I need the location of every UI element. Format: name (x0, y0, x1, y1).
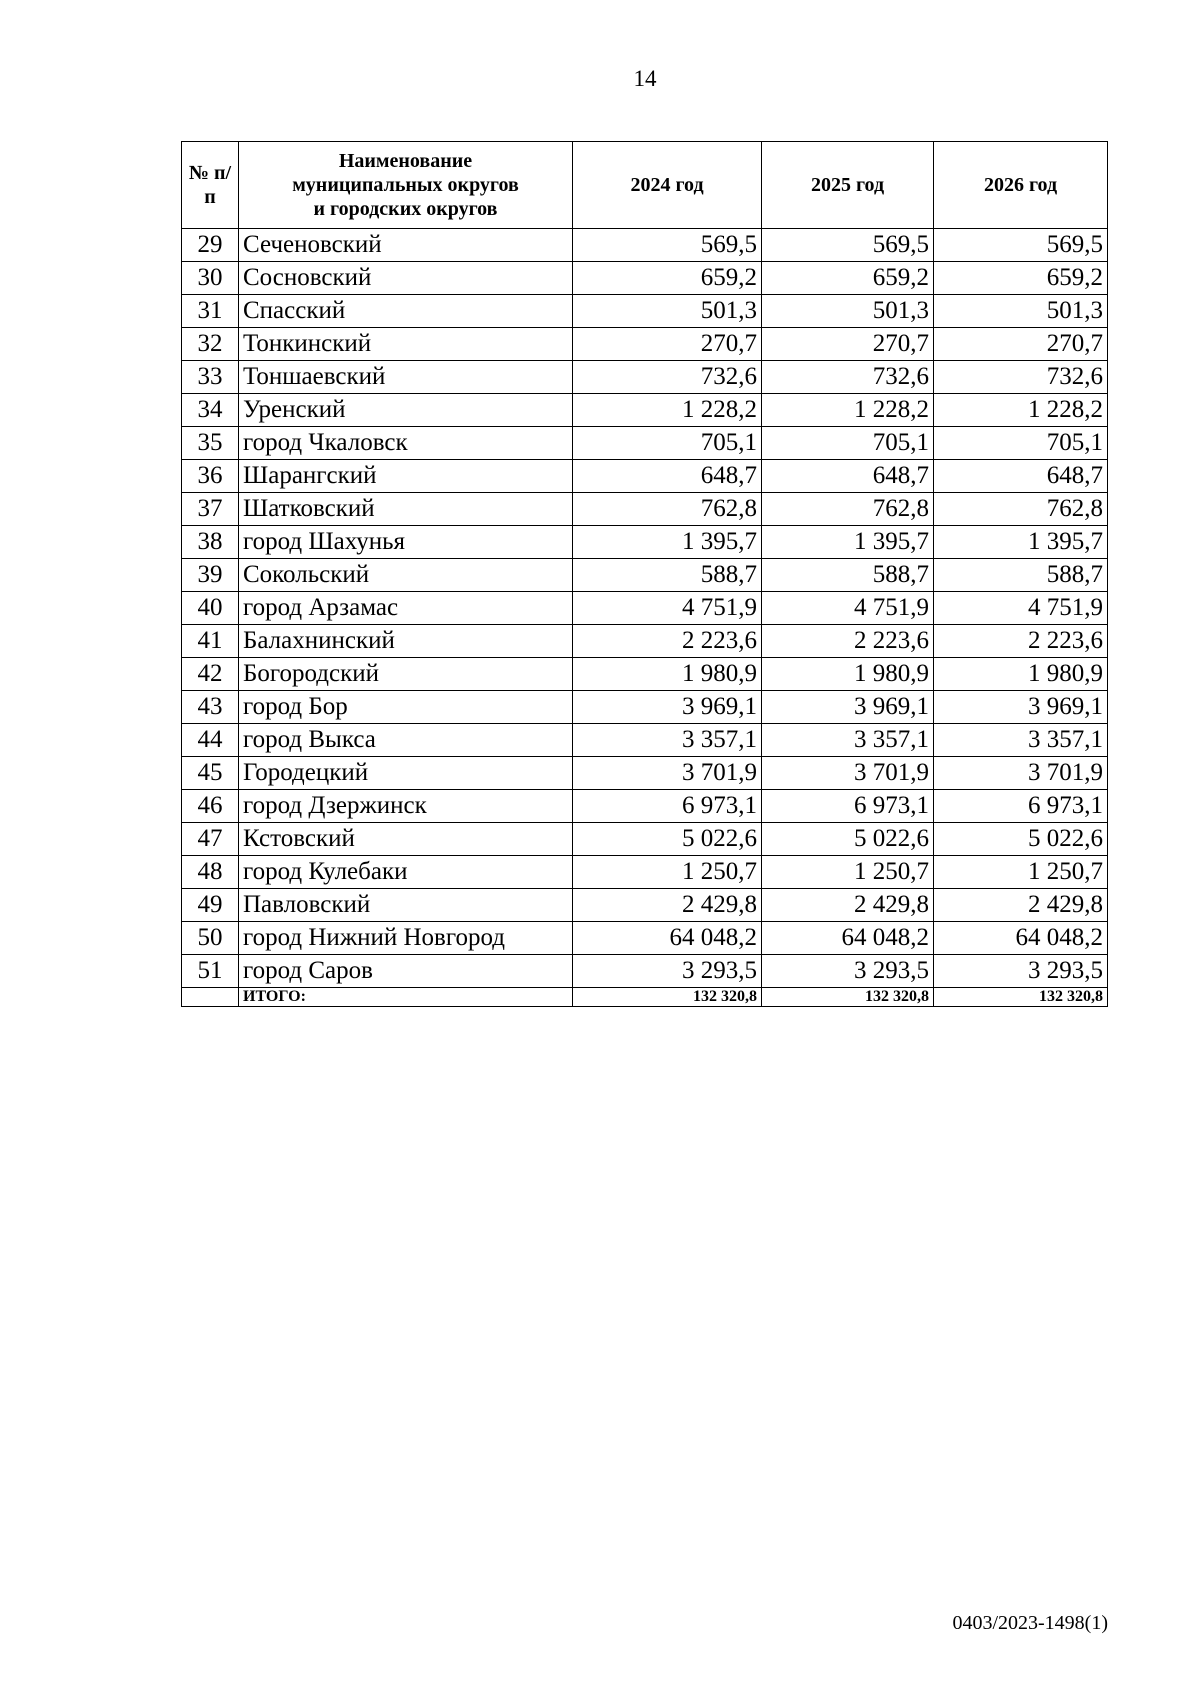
row-number: 34 (182, 394, 239, 427)
total-row (182, 988, 1108, 1007)
header-number: № п/п (182, 142, 239, 229)
value-2025: 3 293,5 (762, 955, 934, 988)
value-2026: 2 429,8 (934, 889, 1108, 922)
value-2026: 6 973,1 (934, 790, 1108, 823)
value-2024: 501,3 (573, 295, 762, 328)
row-number: 31 (182, 295, 239, 328)
table-row (182, 955, 1108, 988)
row-number: 48 (182, 856, 239, 889)
document-code: 0403/2023-1498(1) (952, 1612, 1108, 1634)
row-number: 37 (182, 493, 239, 526)
value-2024: 569,5 (573, 229, 762, 262)
value-2024: 3 293,5 (573, 955, 762, 988)
header-name-line: Наименование (338, 150, 473, 172)
district-name: Уренский (239, 394, 573, 427)
value-2026: 1 980,9 (934, 658, 1108, 691)
value-2024: 5 022,6 (573, 823, 762, 856)
row-number: 30 (182, 262, 239, 295)
table-row (182, 889, 1108, 922)
header-2025: 2025 год (762, 142, 934, 229)
table-row (182, 295, 1108, 328)
value-2025: 4 751,9 (762, 592, 934, 625)
district-name: Тонкинский (239, 328, 573, 361)
table-row (182, 592, 1108, 625)
value-2024: 2 223,6 (573, 625, 762, 658)
header-2026: 2026 год (934, 142, 1108, 229)
total-label: ИТОГО: (239, 988, 573, 1007)
table-row (182, 427, 1108, 460)
district-name: город Нижний Новгород (239, 922, 573, 955)
value-2025: 648,7 (762, 460, 934, 493)
row-number: 32 (182, 328, 239, 361)
value-2025: 659,2 (762, 262, 934, 295)
header-name (239, 142, 573, 229)
value-2026: 1 395,7 (934, 526, 1108, 559)
table-row (182, 823, 1108, 856)
value-2025: 569,5 (762, 229, 934, 262)
table-row (182, 526, 1108, 559)
value-2024: 588,7 (573, 559, 762, 592)
table-body (182, 229, 1108, 988)
value-2026: 569,5 (934, 229, 1108, 262)
value-2024: 1 228,2 (573, 394, 762, 427)
table-row (182, 460, 1108, 493)
value-2025: 6 973,1 (762, 790, 934, 823)
district-name: Павловский (239, 889, 573, 922)
row-number: 39 (182, 559, 239, 592)
table-header-row (182, 142, 1108, 229)
value-2025: 1 980,9 (762, 658, 934, 691)
header-name-line: муниципальных округов (292, 174, 519, 196)
value-2024: 3 357,1 (573, 724, 762, 757)
district-name: город Дзержинск (239, 790, 573, 823)
value-2024: 1 250,7 (573, 856, 762, 889)
value-2026: 3 293,5 (934, 955, 1108, 988)
value-2024: 2 429,8 (573, 889, 762, 922)
value-2026: 4 751,9 (934, 592, 1108, 625)
value-2024: 3 701,9 (573, 757, 762, 790)
district-name: город Шахунья (239, 526, 573, 559)
value-2026: 762,8 (934, 493, 1108, 526)
municipal-budget-table (181, 141, 1108, 1007)
value-2024: 705,1 (573, 427, 762, 460)
district-name: город Арзамас (239, 592, 573, 625)
value-2025: 588,7 (762, 559, 934, 592)
district-name: Шарангский (239, 460, 573, 493)
value-2026: 588,7 (934, 559, 1108, 592)
value-2024: 659,2 (573, 262, 762, 295)
total-number-cell (182, 988, 239, 1007)
table-row (182, 262, 1108, 295)
value-2026: 501,3 (934, 295, 1108, 328)
value-2025: 64 048,2 (762, 922, 934, 955)
value-2025: 2 429,8 (762, 889, 934, 922)
value-2026: 64 048,2 (934, 922, 1108, 955)
value-2025: 732,6 (762, 361, 934, 394)
value-2025: 3 357,1 (762, 724, 934, 757)
district-name: город Чкаловск (239, 427, 573, 460)
value-2024: 732,6 (573, 361, 762, 394)
value-2025: 270,7 (762, 328, 934, 361)
table-row (182, 922, 1108, 955)
value-2024: 648,7 (573, 460, 762, 493)
value-2025: 1 395,7 (762, 526, 934, 559)
table-row (182, 559, 1108, 592)
table-row (182, 229, 1108, 262)
district-name: Спасский (239, 295, 573, 328)
row-number: 38 (182, 526, 239, 559)
district-name: Сокольский (239, 559, 573, 592)
row-number: 40 (182, 592, 239, 625)
value-2026: 3 701,9 (934, 757, 1108, 790)
value-2024: 270,7 (573, 328, 762, 361)
row-number: 47 (182, 823, 239, 856)
value-2025: 501,3 (762, 295, 934, 328)
total-2024: 132 320,8 (573, 988, 762, 1007)
table-row (182, 394, 1108, 427)
table-row (182, 361, 1108, 394)
value-2024: 1 980,9 (573, 658, 762, 691)
district-name: Богородский (239, 658, 573, 691)
row-number: 44 (182, 724, 239, 757)
value-2024: 1 395,7 (573, 526, 762, 559)
table-row (182, 328, 1108, 361)
table-row (182, 493, 1108, 526)
district-name: город Выкса (239, 724, 573, 757)
value-2025: 762,8 (762, 493, 934, 526)
value-2026: 648,7 (934, 460, 1108, 493)
value-2026: 732,6 (934, 361, 1108, 394)
value-2026: 3 969,1 (934, 691, 1108, 724)
district-name: город Кулебаки (239, 856, 573, 889)
table-row (182, 691, 1108, 724)
table-row (182, 757, 1108, 790)
value-2025: 1 228,2 (762, 394, 934, 427)
table-row (182, 790, 1108, 823)
value-2026: 2 223,6 (934, 625, 1108, 658)
value-2025: 2 223,6 (762, 625, 934, 658)
value-2026: 3 357,1 (934, 724, 1108, 757)
value-2024: 64 048,2 (573, 922, 762, 955)
value-2024: 4 751,9 (573, 592, 762, 625)
row-number: 50 (182, 922, 239, 955)
row-number: 41 (182, 625, 239, 658)
row-number: 51 (182, 955, 239, 988)
value-2026: 659,2 (934, 262, 1108, 295)
value-2024: 6 973,1 (573, 790, 762, 823)
row-number: 29 (182, 229, 239, 262)
district-name: Сосновский (239, 262, 573, 295)
row-number: 45 (182, 757, 239, 790)
page-number: 14 (633, 66, 657, 91)
table-row (182, 724, 1108, 757)
value-2025: 5 022,6 (762, 823, 934, 856)
table-row (182, 856, 1108, 889)
value-2025: 705,1 (762, 427, 934, 460)
value-2026: 1 228,2 (934, 394, 1108, 427)
total-2025: 132 320,8 (762, 988, 934, 1007)
value-2025: 3 701,9 (762, 757, 934, 790)
row-number: 42 (182, 658, 239, 691)
value-2024: 762,8 (573, 493, 762, 526)
district-name: город Саров (239, 955, 573, 988)
district-name: Балахнинский (239, 625, 573, 658)
district-name: Тоншаевский (239, 361, 573, 394)
row-number: 49 (182, 889, 239, 922)
row-number: 43 (182, 691, 239, 724)
district-name: Шатковский (239, 493, 573, 526)
value-2024: 3 969,1 (573, 691, 762, 724)
value-2026: 1 250,7 (934, 856, 1108, 889)
table-row (182, 658, 1108, 691)
header-name-line: и городских округов (313, 198, 498, 220)
row-number: 35 (182, 427, 239, 460)
row-number: 36 (182, 460, 239, 493)
row-number: 33 (182, 361, 239, 394)
value-2025: 3 969,1 (762, 691, 934, 724)
value-2026: 270,7 (934, 328, 1108, 361)
district-name: Сеченовский (239, 229, 573, 262)
value-2026: 5 022,6 (934, 823, 1108, 856)
district-name: Городецкий (239, 757, 573, 790)
value-2025: 1 250,7 (762, 856, 934, 889)
total-2026: 132 320,8 (934, 988, 1108, 1007)
value-2026: 705,1 (934, 427, 1108, 460)
header-2024: 2024 год (573, 142, 762, 229)
row-number: 46 (182, 790, 239, 823)
table-row (182, 625, 1108, 658)
district-name: Кстовский (239, 823, 573, 856)
district-name: город Бор (239, 691, 573, 724)
